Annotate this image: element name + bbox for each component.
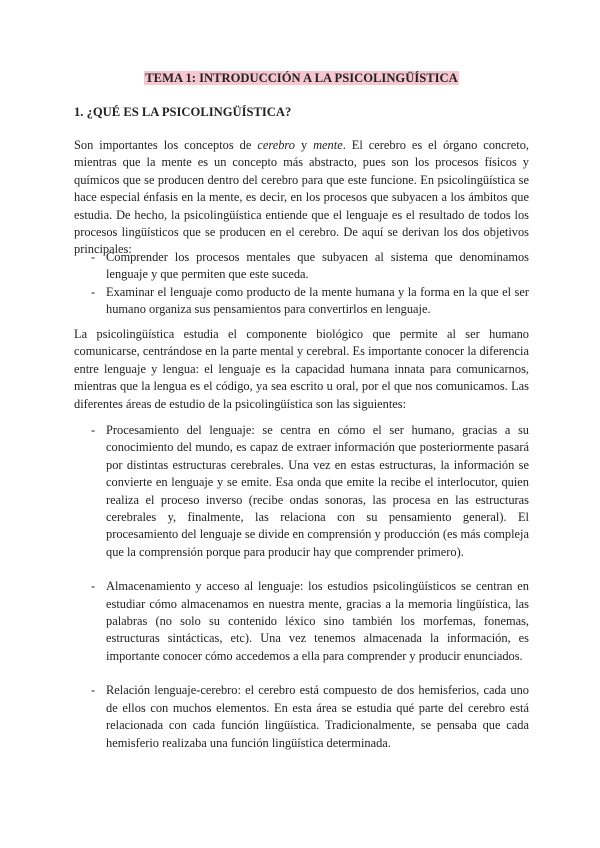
term-mente: mente (313, 138, 343, 152)
areas-list-wrapper (74, 422, 529, 769)
intro-conjunction: y (294, 138, 314, 152)
intro-paragraph (74, 137, 529, 259)
term-cerebro: cerebro (257, 138, 295, 152)
area-item-processing: - Procesamiento del lenguaje: se centra en cómo el ser humano, gracias a su conocimiento del mundo, es capaz de extraer información que posteriormente pasará por distintas estructuras cerebrales. Una vez en estas estructuras, la información se convierte en lenguaje y se emite. Esa onda que emite la recibe el interlocutor, quien realiza el proceso inverso (recibe ondas sonoras, las procesa en las estructuras cerebrales y, finalmente, las relaciona con su pensamiento general). El procesamiento del lenguaje se divide en comprensión y producción (es más compleja que la comprensión porque para producir hay que comprender primero). (74, 422, 529, 561)
section-heading: 1. ¿QUÉ ES LA PSICOLINGÜÍSTICA? (74, 105, 292, 119)
page-title (74, 70, 529, 87)
intro-text-end: . El cerebro es el órgano concreto, mientras que la mente es un concepto más abstracto, pues son los procesos físicos y químicos que se producen dentro del cerebro para que este funcione. En psicolingüística se hace especial énfasis en la mente, es decir, en los procesos que subyacen a los ámbitos que estudia. De hecho, la psicolingüística entiende que el lenguaje es el resultado de todos los procesos lingüísticos que se producen en el cerebro. De aquí se derivan los dos objetivos principales: (74, 138, 529, 257)
objectives-list (74, 249, 529, 319)
objective-item: - Comprender los procesos mentales que subyacen al sistema que denominamos lenguaje y que permiten que este suceda. (74, 249, 529, 284)
area-item-storage: - Almacenamiento y acceso al lenguaje: los estudios psicolingüísticos se centran en estudiar cómo almacenamos en nuestra mente, gracias a la memoria lingüística, las palabras (no solo su contenido léxico sino también los morfemas, fonemas, estructuras sintácticas, etc). Una vez tenemos almacenada la información, es importante conocer cómo accedemos a ella para comprender y producir enunciados. (74, 578, 529, 665)
areas-list (74, 422, 529, 752)
area-item-brain-relation: - Relación lenguaje-cerebro: el cerebro está compuesto de dos hemisferios, cada uno de ellos con muchos elementos. En esta área se estudia qué parte del cerebro está relacionada con cada función lingüística. Tradicionalmente, se pensaba que cada hemisferio realizaba una función lingüística determinada. (74, 682, 529, 752)
objective-item: - Examinar el lenguaje como producto de la mente humana y la forma en la que el ser humano organiza sus pensamientos para convertirlos en lenguaje. (74, 284, 529, 319)
areas-intro-paragraph: La psicolingüística estudia el componente biológico que permite al ser humano comunicarse, centrándose en la parte mental y cerebral. Es importante conocer la diferencia entre lenguaje y lengua: el lenguaje es la capacidad humana innata para comunicarnos, mientras que la lengua es el código, ya sea escrito u oral, por el que nos comunicamos. Las diferentes áreas de estudio de la psicolingüística son las siguientes: (74, 327, 529, 411)
objectives-list-wrapper (74, 249, 529, 319)
intro-text-start: Son importantes los conceptos de (74, 138, 258, 152)
page-title-text: TEMA 1: INTRODUCCIÓN A LA PSICOLINGÜÍSTICA (145, 71, 458, 85)
